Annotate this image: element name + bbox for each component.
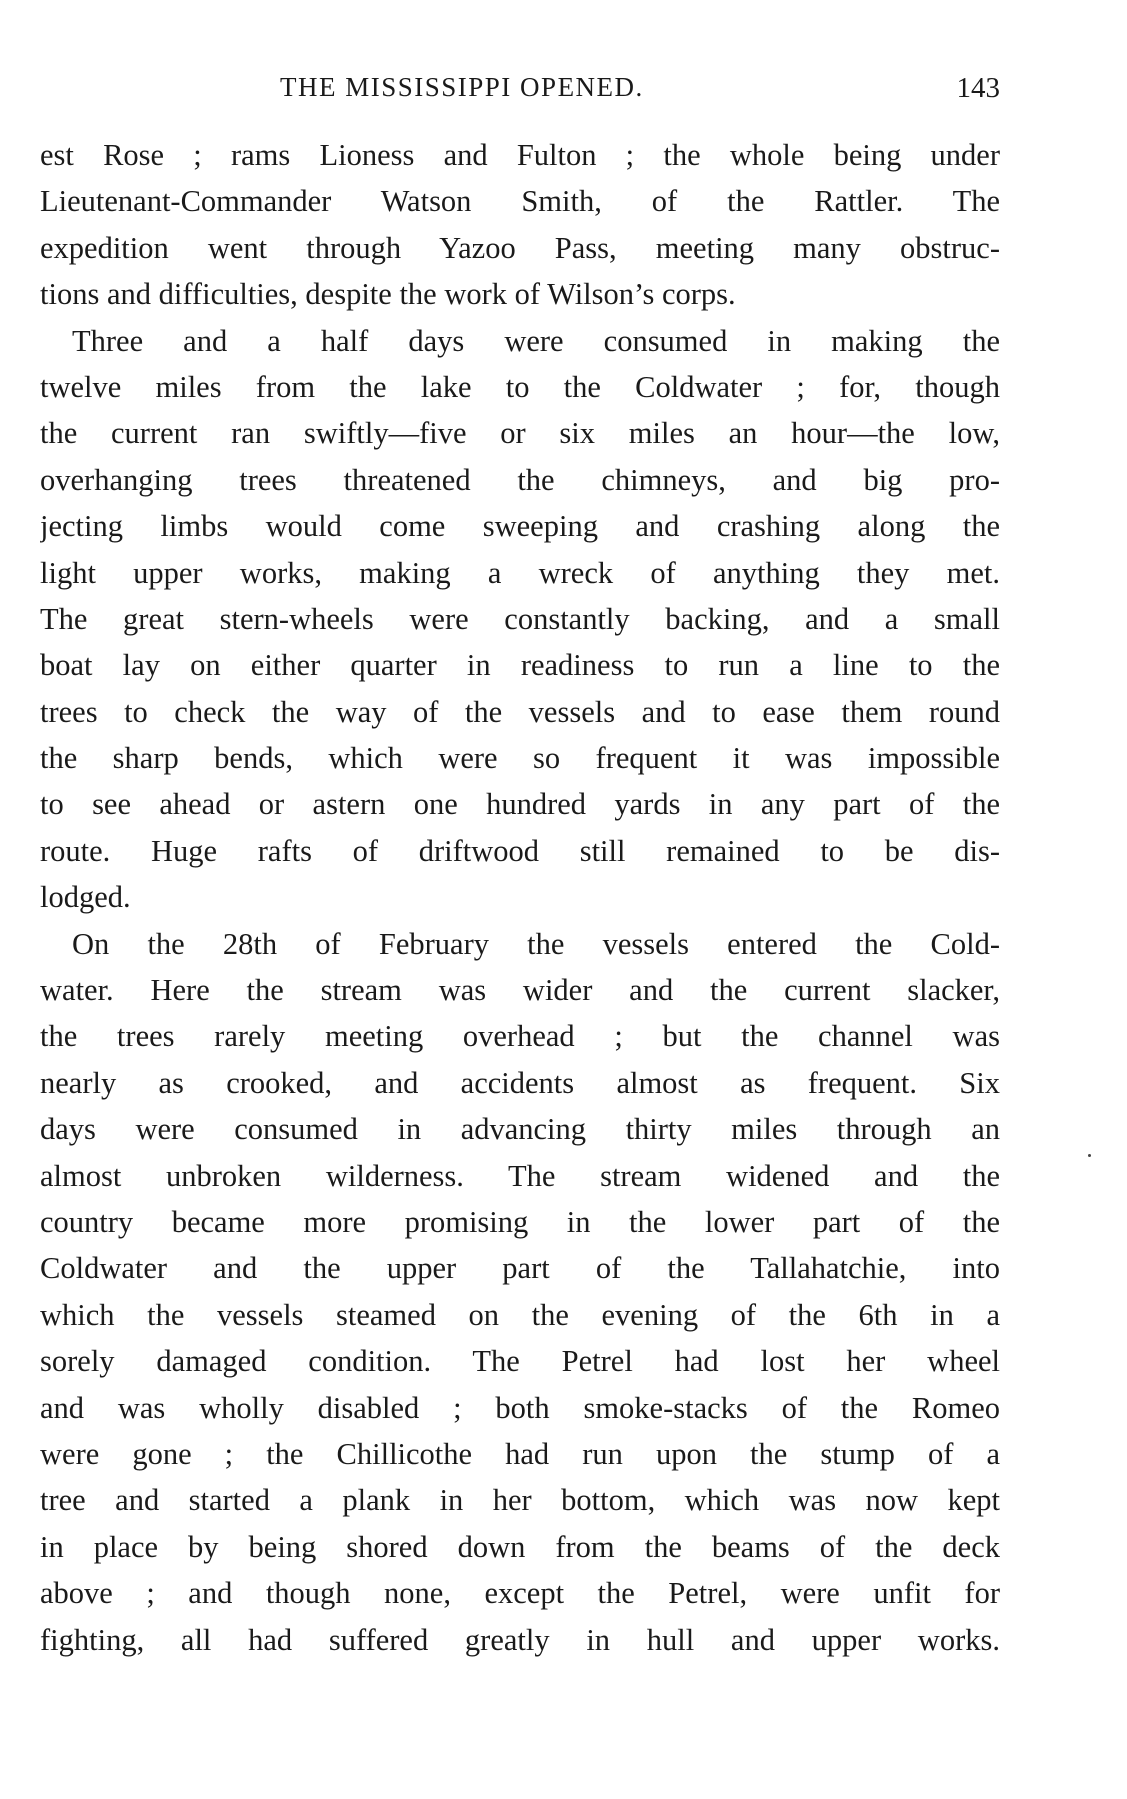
text-line: were gone ; the Chillicothe had run upon the stump of a <box>40 1436 1000 1471</box>
paragraph-first-line: Three and a half days were consumed in making the <box>72 323 1000 358</box>
text-line: tions and difficulties, despite the work of Wilson’s corps. <box>40 277 736 312</box>
text-line: which the vessels steamed on the evening of the 6th in a <box>40 1297 1000 1332</box>
page-number: 143 <box>956 72 1000 104</box>
text-line: light upper works, making a wreck of anything they met. <box>40 555 1000 590</box>
text-line: Lieutenant-Commander Watson Smith, of the Rattler. The <box>40 184 1000 219</box>
text-line: twelve miles from the lake to the Coldwater ; for, though <box>40 369 1000 404</box>
text-line: water. Here the stream was wider and the current slacker, <box>40 973 1000 1008</box>
text-line: almost unbroken wilderness. The stream widened and the <box>40 1158 1000 1193</box>
text-line: boat lay on either quarter in readiness to run a line to the <box>40 648 1000 683</box>
text-line: tree and started a plank in her bottom, which was now kept <box>40 1483 1000 1518</box>
text-line: fighting, all had suffered greatly in hull and upper works. <box>40 1622 1000 1657</box>
text-line: The great stern-wheels were constantly backing, and a small <box>40 601 1000 636</box>
text-line: jecting limbs would come sweeping and crashing along the <box>40 509 1000 544</box>
running-title: THE MISSISSIPPI OPENED. <box>280 72 644 102</box>
text-line: trees to check the way of the vessels and to ease them round <box>40 694 1000 729</box>
text-line: in place by being shored down from the beams of the deck <box>40 1529 1000 1564</box>
text-line: Coldwater and the upper part of the Tallahatchie, into <box>40 1251 1000 1286</box>
text-line: days were consumed in advancing thirty miles through an <box>40 1112 1000 1147</box>
paragraph-first-line: On the 28th of February the vessels entered the Cold- <box>72 926 1000 961</box>
stray-ink-mark <box>1088 1154 1091 1157</box>
text-line: lodged. <box>40 880 131 915</box>
text-line: est Rose ; rams Lioness and Fulton ; the whole being under <box>40 138 1000 172</box>
text-line: the trees rarely meeting overhead ; but the channel was <box>40 1019 1000 1054</box>
page-header <box>40 72 1000 112</box>
text-line: sorely damaged condition. The Petrel had lost her wheel <box>40 1344 1000 1379</box>
text-line: to see ahead or astern one hundred yards in any part of the <box>40 787 1000 822</box>
text-line: the sharp bends, which were so frequent it was impossible <box>40 741 1000 776</box>
text-line: expedition went through Yazoo Pass, meeting many obstruc- <box>40 230 1000 265</box>
text-line: and was wholly disabled ; both smoke-stacks of the Romeo <box>40 1390 1000 1425</box>
text-line: nearly as crooked, and accidents almost as frequent. Six <box>40 1065 1000 1100</box>
text-line: route. Huge rafts of driftwood still remained to be dis- <box>40 833 1000 868</box>
text-line: the current ran swiftly—five or six miles an hour—the low, <box>40 416 1000 451</box>
body-text <box>40 132 1000 1663</box>
text-line: overhanging trees threatened the chimneys, and big pro- <box>40 462 1000 497</box>
text-line: country became more promising in the lower part of the <box>40 1204 1000 1239</box>
text-line: above ; and though none, except the Petrel, were unfit for <box>40 1576 1000 1611</box>
